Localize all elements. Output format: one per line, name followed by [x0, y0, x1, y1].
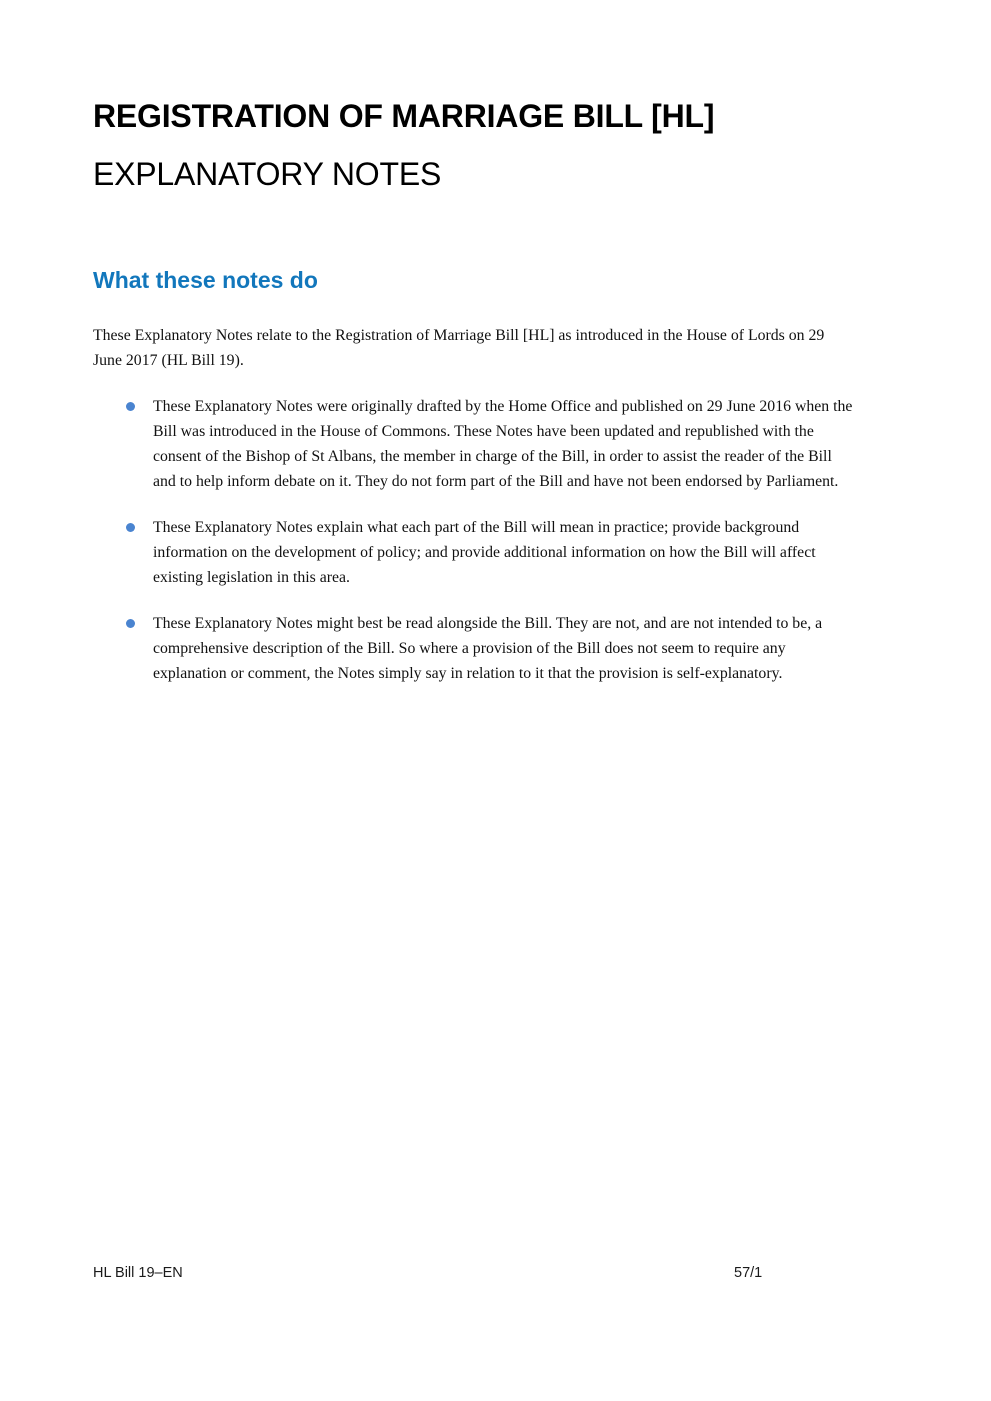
list-item: [93, 394, 853, 494]
bullet-dot-icon: [126, 523, 135, 532]
intro-paragraph: These Explanatory Notes relate to the Registration of Marriage Bill [HL] as introduced in the House of Lords on 29 June 2017 (HL Bill 19).: [93, 327, 825, 369]
list-item-text: These Explanatory Notes explain what each part of the Bill will mean in practice; provide background information on the development of policy; and provide additional information on how the Bill will affect existing legislation in this area.: [153, 519, 816, 586]
list-item: [93, 515, 853, 590]
footer-page-number: 57/1: [734, 1265, 763, 1281]
page-footer: [93, 1262, 853, 1284]
list-item-text: These Explanatory Notes were originally drafted by the Home Office and published on 29 June 2016 when the Bill was introduced in the House of Commons. These Notes have been updated and republished with the consent of the Bishop of St Albans, the member in charge of the Bill, in order to assist the reader of the Bill and to help inform debate on it. They do not form part of the Bill and have not been endorsed by Parliament.: [153, 398, 853, 490]
document-body: [93, 323, 853, 686]
notes-bullet-list: [93, 394, 853, 686]
bullet-dot-icon: [126, 402, 135, 411]
bullet-dot-icon: [126, 619, 135, 628]
list-item-text: These Explanatory Notes might best be read alongside the Bill. They are not, and are not intended to be, a comprehensive description of the Bill. So where a provision of the Bill does not seem to require any explanation or comment, the Notes simply say in relation to it that the provision is self-explanatory.: [153, 615, 823, 682]
document-title-block: [93, 95, 893, 195]
document-title-subtitle: EXPLANATORY NOTES: [93, 156, 442, 192]
list-item: [93, 611, 853, 686]
footer-bill-reference: HL Bill 19–EN: [93, 1265, 183, 1281]
section-heading-what-these-notes-do: What these notes do: [93, 267, 318, 293]
document-title-main: REGISTRATION OF MARRIAGE BILL [HL]: [93, 98, 715, 134]
